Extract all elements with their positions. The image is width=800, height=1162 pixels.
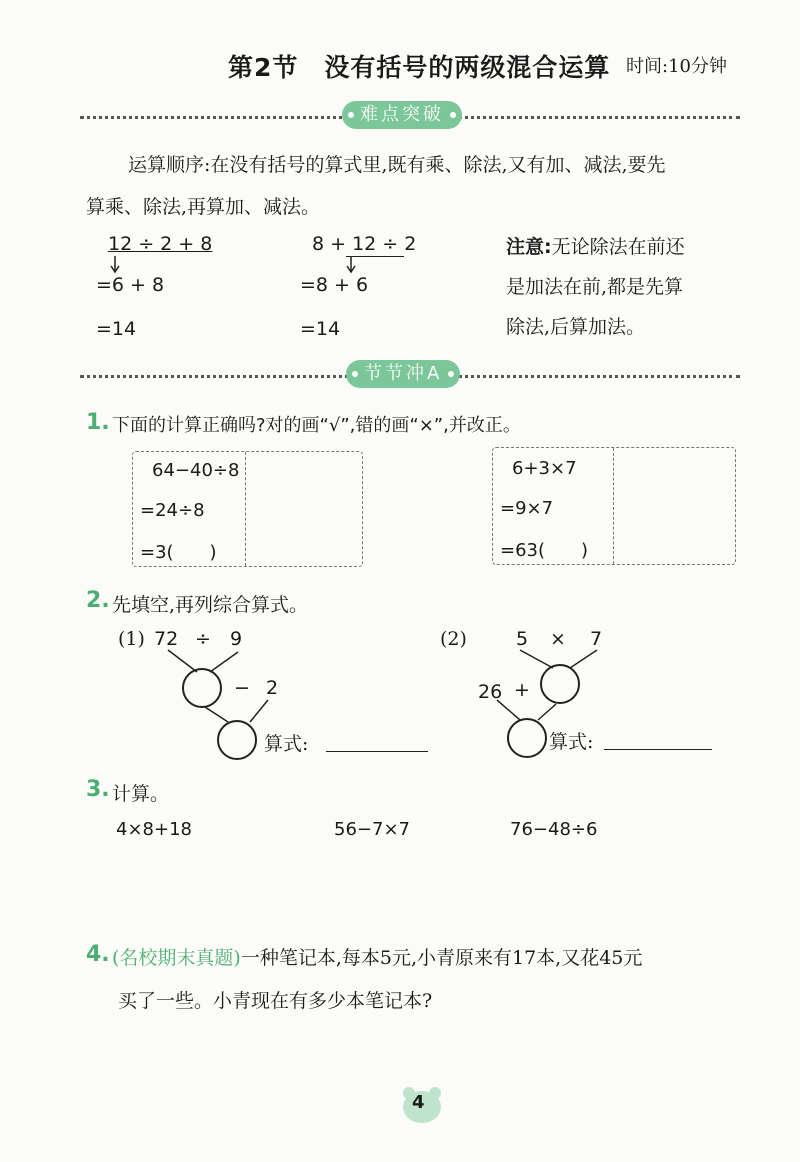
- formula-answer-line[interactable]: [326, 751, 428, 752]
- part-2-op-2: +: [514, 679, 530, 701]
- expression-2: 56−7×7: [334, 819, 410, 840]
- question-1-text: 下面的计算正确吗?对的画“√”,错的画“×”,并改正。: [112, 415, 521, 436]
- part-2-number-b: 7: [590, 628, 603, 650]
- question-4-number: 4.: [86, 942, 110, 967]
- banner-level-a: 节节冲A: [346, 360, 460, 388]
- part-1-number-c: 2: [266, 677, 279, 699]
- blank-circle[interactable]: [182, 668, 222, 708]
- part-1-op-2: −: [234, 677, 250, 699]
- formula-answer-line[interactable]: [604, 749, 712, 750]
- question-2-text: 先填空,再列综合算式。: [112, 594, 309, 616]
- blank-circle[interactable]: [540, 664, 580, 704]
- question-4-line-1: [112, 943, 642, 970]
- example-1-line-1: 12 ÷ 2 + 8: [108, 233, 213, 255]
- box-1-line-2: =24÷8: [140, 500, 205, 521]
- example-2-line-2: =8 + 6: [300, 274, 369, 296]
- question-4-text-1: 一种笔记本,每本5元,小青原来有17本,又花45元: [240, 947, 643, 969]
- time-limit: 时间:10分钟: [626, 56, 727, 77]
- blank-circle[interactable]: [507, 718, 547, 758]
- note-line-2: 是加法在前,都是先算: [506, 276, 684, 298]
- part-1-number-a: 72: [154, 628, 179, 650]
- example-1-line-2: =6 + 8: [96, 274, 165, 296]
- part-1-label: (1): [118, 628, 145, 650]
- part-1-number-b: 9: [230, 628, 243, 650]
- part-1-formula-label: 算式:: [264, 733, 309, 755]
- expression-1: 4×8+18: [116, 819, 192, 840]
- page-number: 4: [412, 1092, 425, 1113]
- example-1-line-3: =14: [96, 318, 137, 340]
- box-2-line-2: =9×7: [500, 498, 554, 519]
- part-2-label: (2): [440, 628, 467, 650]
- part-2-op-1: ×: [550, 628, 566, 650]
- banner-difficulty: 难点突破: [342, 101, 462, 129]
- question-4-tag: (名校期末真题): [112, 947, 241, 969]
- part-2-formula-label: 算式:: [549, 731, 594, 753]
- part-1-op-1: ÷: [195, 628, 211, 650]
- note-line-3: 除法,后算加法。: [506, 316, 646, 338]
- question-1-number: 1.: [86, 410, 110, 435]
- box-1-line-3[interactable]: =3( ): [140, 542, 217, 563]
- expression-3: 76−48÷6: [510, 819, 598, 840]
- box-2-line-1: 6+3×7: [512, 458, 577, 479]
- blank-circle[interactable]: [217, 720, 257, 760]
- part-2-number-c: 26: [478, 681, 503, 703]
- section-title: 第2节 没有括号的两级混合运算: [228, 53, 611, 82]
- question-2-number: 2.: [86, 588, 110, 613]
- question-4-line-2: 买了一些。小青现在有多少本笔记本?: [118, 990, 433, 1012]
- part-2-number-a: 5: [516, 628, 529, 650]
- rule-line-1: 运算顺序:在没有括号的算式里,既有乘、除法,又有加、减法,要先: [128, 154, 666, 176]
- note-text-1: 无论除法在前还: [551, 236, 685, 258]
- box-2-line-3[interactable]: =63( ): [500, 540, 589, 561]
- box-1-line-1: 64−40÷8: [152, 460, 240, 481]
- example-2-line-3: =14: [300, 318, 341, 340]
- question-3-number: 3.: [86, 777, 110, 802]
- question-3-text: 计算。: [112, 783, 170, 805]
- example-2-line-1: 8 + 12 ÷ 2: [312, 233, 417, 255]
- rule-line-2: 算乘、除法,再算加、减法。: [86, 196, 321, 218]
- note-label: 注意:: [506, 236, 552, 258]
